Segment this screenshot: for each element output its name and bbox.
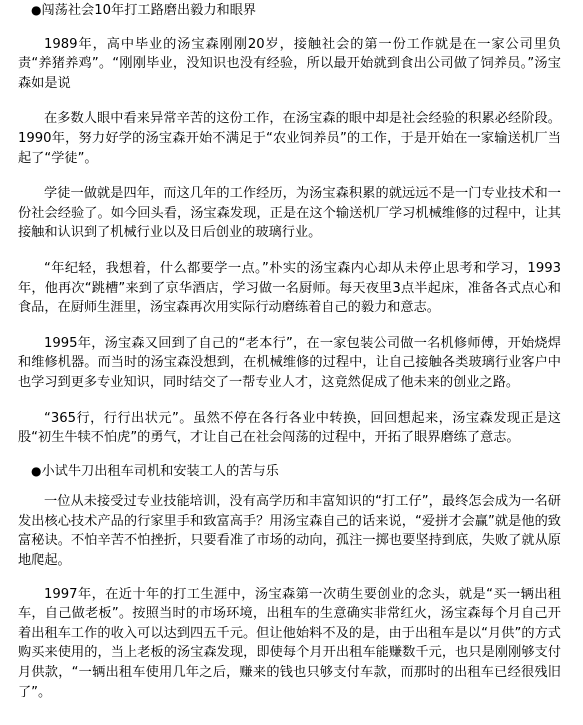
- section-heading-1: [0, 1, 583, 21]
- section-title-1: 闯荡社会10年打工路磨出毅力和眼界: [41, 3, 257, 18]
- paragraph-1: 1989年，高中毕业的汤宝森刚刚20岁，接触社会的第一份工作就是在一家公司里负责“养猪养鸡”。“刚刚毕业，没知识也没有经验，所以最开始就到食出公司做了饲养员。”汤宝森如是说: [18, 36, 561, 91]
- section-heading-2: [0, 462, 583, 482]
- paragraph-5: 1995年，汤宝森又回到了自己的“老本行”，在一家包装公司做一名机修师傅，开始烧焊和维修机器。而当时的汤宝森没想到，在机械维修的过程中，让自己接触各类玻璃行业客户中也学习到更多专业知识，同时结交了一帮专业人才，这竟然促成了他未来的创业之路。: [18, 335, 561, 390]
- paragraph-3: 学徒一做就是四年，而这几年的工作经历，为汤宝森积累的就远远不是一门专业技术和一份社会经验了。如今回头看，汤宝森发现，正是在这个输送机厂学习机械维修的过程中，让其接触和认识到了机械行业以及日后创业的玻璃行业。: [18, 186, 561, 241]
- bullet-icon: ●: [31, 463, 42, 478]
- paragraph-2: 在多数人眼中看来异常辛苦的这份工作，在汤宝森的眼中却是社会经验的积累必经阶段。1990年，努力好学的汤宝森开始不满足于“农业饲养员”的工作，于是开始在一家输送机厂当起了“学徒”。: [18, 111, 561, 166]
- bullet-icon: ●: [31, 3, 42, 17]
- paragraph-4: “年纪轻，我想着，什么都要学一点。”朴实的汤宝森内心却从未停止思考和学习，1993年，他再次“跳槽”来到了京华酒店，学习做一名厨师。每天夜里3点半起床，准备各式点心和食品，在厨师生涯里，汤宝森再次用实际行动磨练着自己的毅力和意志。: [18, 260, 561, 316]
- section-title-2: 小试牛刀出租车司机和安装工人的苦与乐: [41, 463, 279, 479]
- paragraph-6: “365行，行行出状元”。虽然不停在各行各业中转换，回回想起来，汤宝森发现正是这股“初生牛犊不怕虎”的勇气，才让自己在社会闯荡的过程中，开拓了眼界磨练了意志。: [18, 410, 561, 446]
- paragraph-8: 1997年，在近十年的打工生涯中，汤宝森第一次萌生要创业的念头，就是“买一辆出租车，自己做老板”。按照当时的市场环境，出租车的生意确实非常红火，汤宝森每个月自己开着出租车工作的收入可以达到四五千元。但让他始料不及的是，由于出租车是以“月供”的方式购买来使用的，当上老板的汤宝森发现，即使每个月开出租车能赚数千元，也只是刚刚够支付月供款，“一辆出租车使用几年之后，赚来的钱也只够支付车款，而那时的出租车已经很残旧了”。: [18, 586, 561, 700]
- paragraph-7: 一位从未接受过专业技能培训，没有高学历和丰富知识的“打工仔”，最终怎会成为一名研发出核心技术产品的行家里手和致富高手？用汤宝森自己的话来说，“爱拼才会赢”就是他的致富秘诀。不怕辛苦不怕挫折，只要看准了市场的动向，孤注一掷也要坚持到底，失败了就从原地爬起。: [18, 494, 561, 569]
